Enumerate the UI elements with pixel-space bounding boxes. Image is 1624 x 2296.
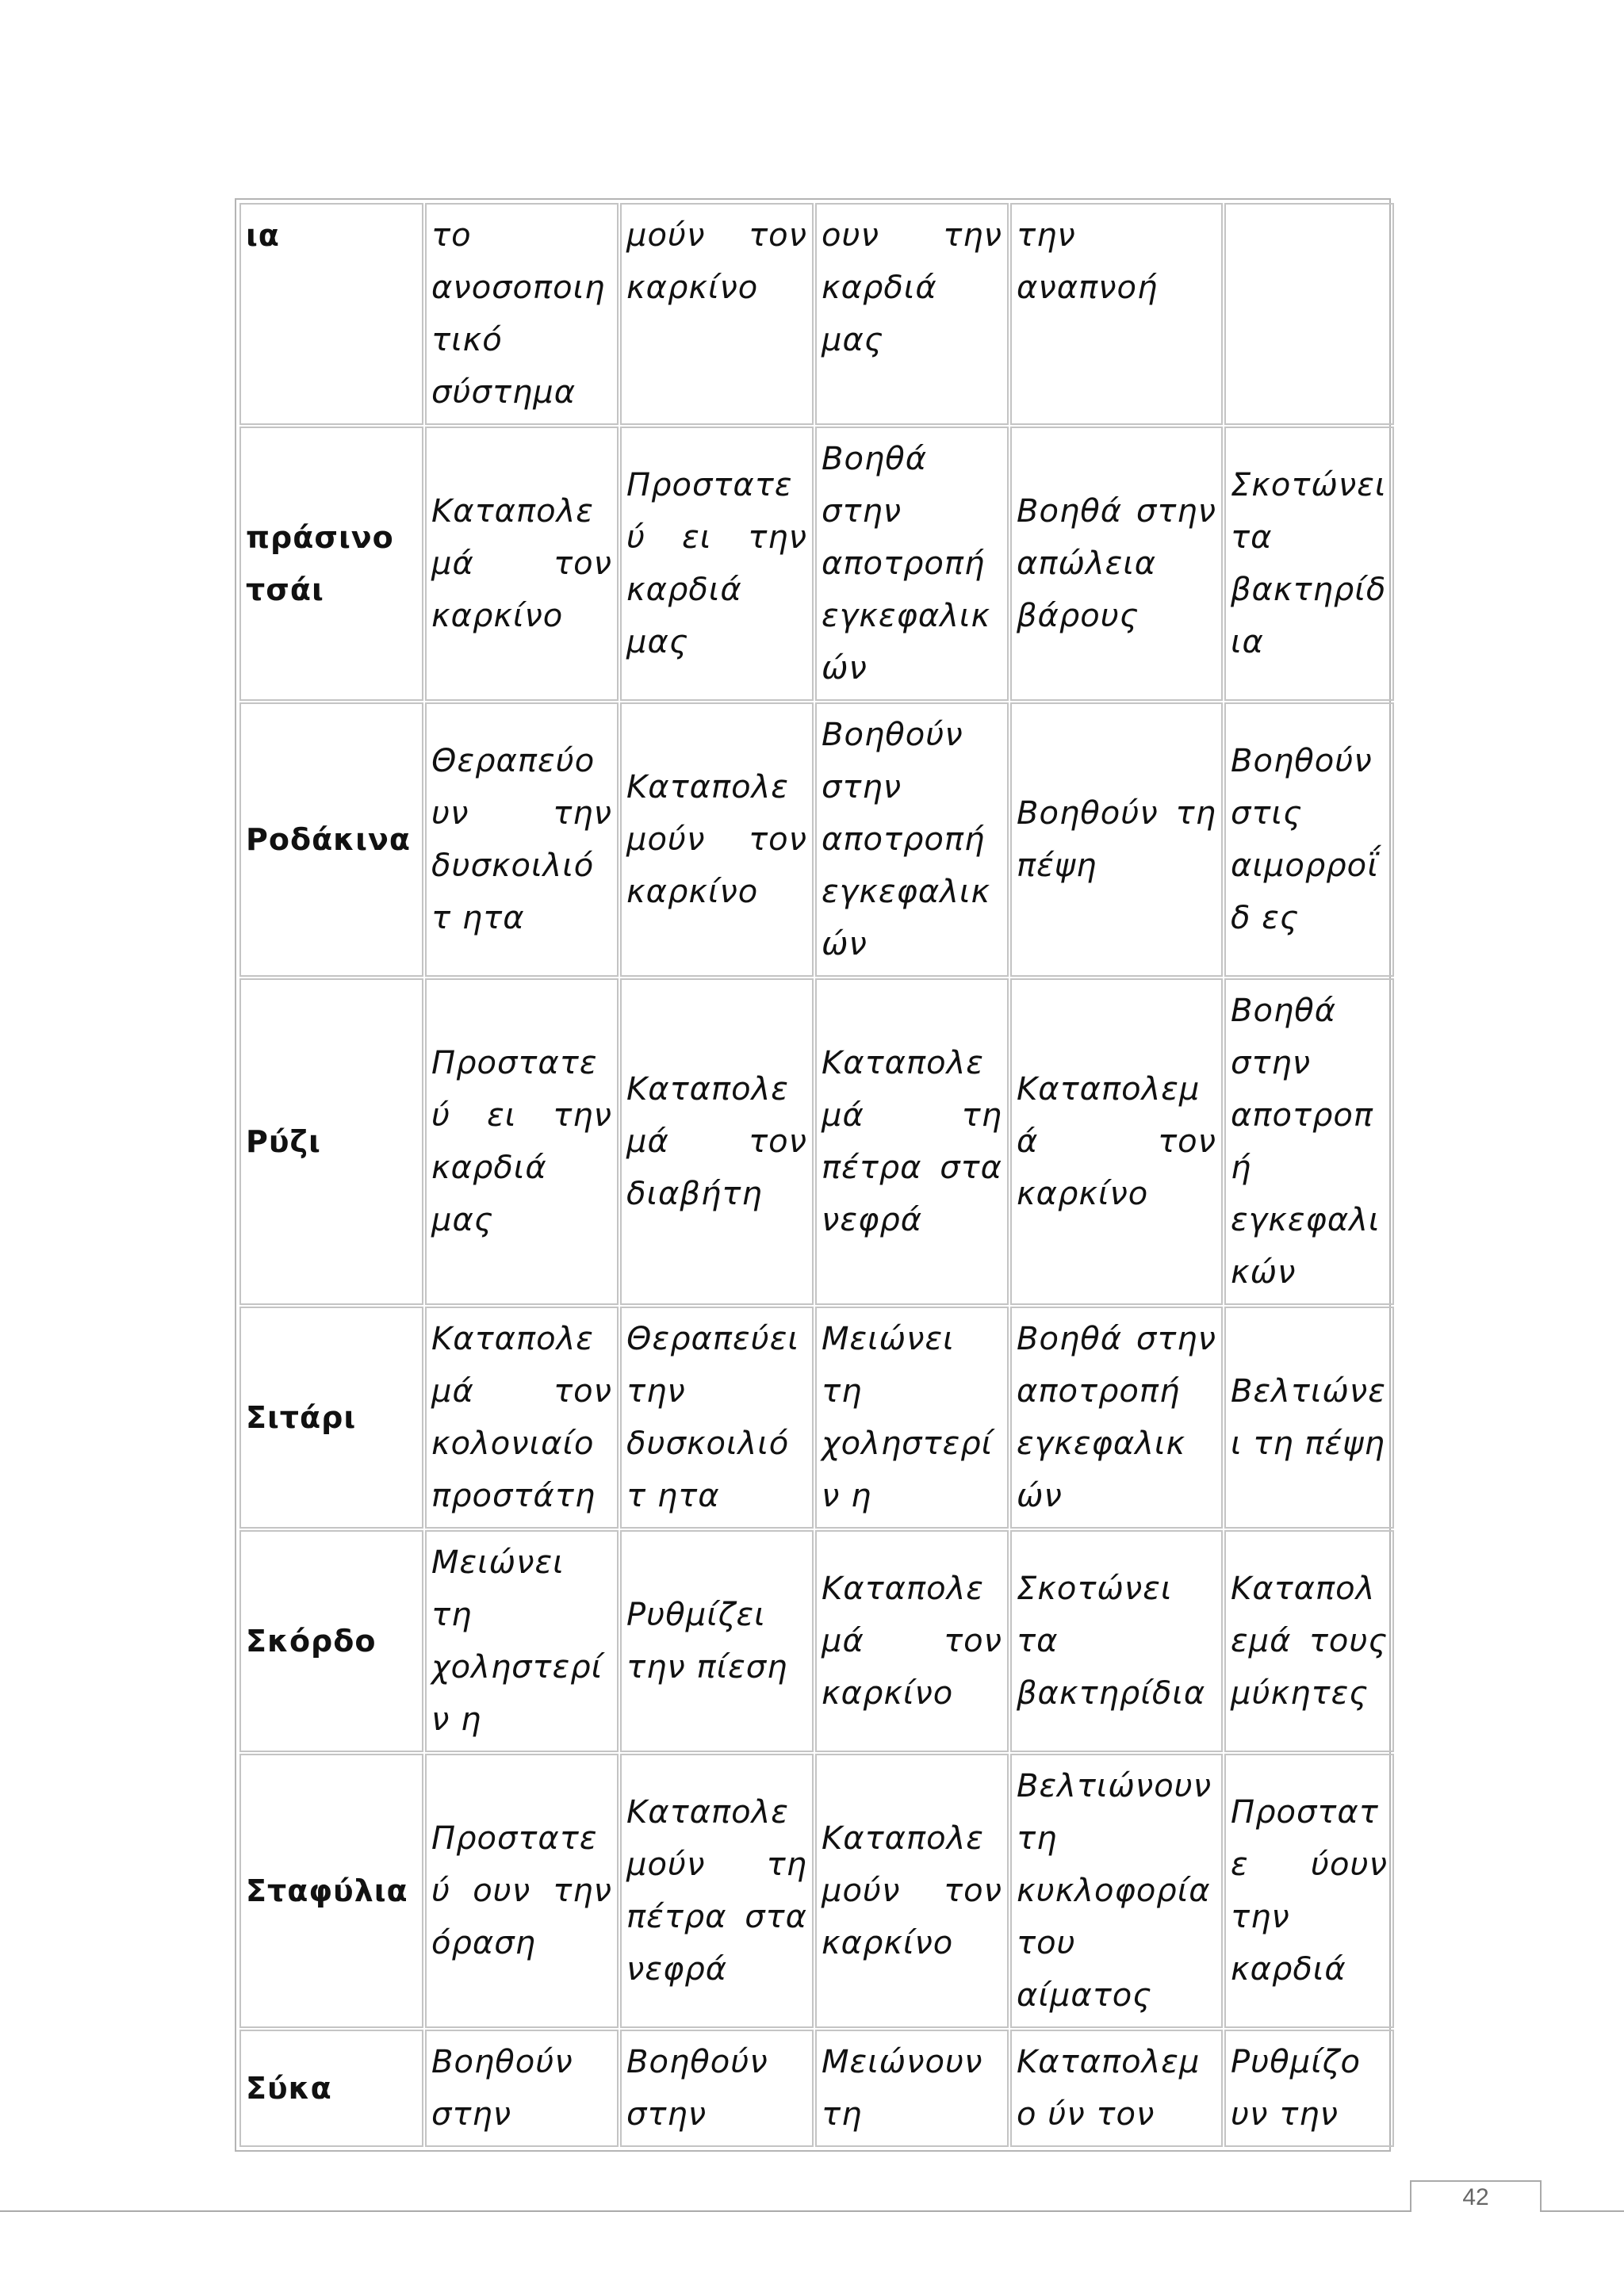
food-name-cell: Σταφύλια — [239, 1754, 423, 2028]
benefit-cell: Σκοτώνει τα βακτηρίδια — [1010, 1530, 1223, 1752]
food-name-cell: Σύκα — [239, 2030, 423, 2147]
page-number: 42 — [1410, 2180, 1542, 2212]
benefit-cell: Βοηθά στην αποτροπ ή εγκεφαλι κών — [1224, 978, 1394, 1305]
table-row — [239, 203, 1394, 425]
benefit-cell: Καταπολ εμά τους μύκητες — [1224, 1530, 1394, 1752]
benefit-cell: Βοηθά στην αποτροπή εγκεφαλικ ών — [815, 427, 1009, 701]
benefit-cell: Μειώνουν τη — [815, 2030, 1009, 2147]
benefit-cell: Προστατεύ ει την καρδιά μας — [425, 978, 619, 1305]
benefit-cell: Καταπολε μούν τη πέτρα στα νεφρά — [620, 1754, 814, 2028]
benefit-cell: Βοηθούν στις αιμορροΐδ ες — [1224, 702, 1394, 977]
benefit-cell: Βοηθούν στην — [425, 2030, 619, 2147]
benefit-cell: Βοηθούν στην αποτροπή εγκεφαλικ ών — [815, 702, 1009, 977]
food-name-cell: Σιτάρι — [239, 1307, 423, 1529]
benefit-cell: την αναπνοή — [1010, 203, 1223, 425]
table-row — [239, 1530, 1394, 1752]
benefit-cell: Βοηθούν στην — [620, 2030, 814, 2147]
benefit-cell: μούν τον καρκίνο — [620, 203, 814, 425]
benefit-cell: Σκοτώνει τα βακτηρίδ ια — [1224, 427, 1394, 701]
table-row — [239, 1754, 1394, 2028]
food-name-cell: Ρύζι — [239, 978, 423, 1305]
food-name-cell: ια — [239, 203, 423, 425]
benefit-cell: Καταπολε μά τον διαβήτη — [620, 978, 814, 1305]
benefit-cell: Βοηθά στην απώλεια βάρους — [1010, 427, 1223, 701]
food-name-cell: Ροδάκινα — [239, 702, 423, 977]
foods-benefits-table — [238, 201, 1396, 2149]
table-row — [239, 427, 1394, 701]
benefit-cell — [1224, 203, 1394, 425]
benefit-cell: Καταπολε μά τη πέτρα στα νεφρά — [815, 978, 1009, 1305]
benefit-cell: Βελτιώνε ι τη πέψη — [1224, 1307, 1394, 1529]
benefit-cell: Θεραπεύο υν την δυσκοιλιότ ητα — [425, 702, 619, 977]
benefit-cell: Προστατε ύουν την καρδιά — [1224, 1754, 1394, 2028]
benefit-cell: Καταπολεμο ύν τον — [1010, 2030, 1223, 2147]
table-row — [239, 978, 1394, 1305]
food-name-cell: Σκόρδο — [239, 1530, 423, 1752]
benefit-cell: Καταπολε μά τον καρκίνο — [425, 427, 619, 701]
benefit-cell: Καταπολε μούν τον καρκίνο — [815, 1754, 1009, 2028]
benefit-cell: Προστατεύ ουν την όραση — [425, 1754, 619, 2028]
benefit-cell: ουν την καρδιά μας — [815, 203, 1009, 425]
benefit-cell: Μειώνει τη χοληστερίν η — [815, 1307, 1009, 1529]
table-row — [239, 2030, 1394, 2147]
benefit-cell: Μειώνει τη χοληστερίν η — [425, 1530, 619, 1752]
foods-table — [235, 198, 1391, 2152]
benefit-cell: Ρυθμίζο υν την — [1224, 2030, 1394, 2147]
benefit-cell: Καταπολε μά τον κολονιαίο προστάτη — [425, 1307, 619, 1529]
table-row — [239, 702, 1394, 977]
benefit-cell: Καταπολε μούν τον καρκίνο — [620, 702, 814, 977]
benefit-cell: το ανοσοποιη τικό σύστημα — [425, 203, 619, 425]
benefit-cell: Καταπολεμ ά τον καρκίνο — [1010, 978, 1223, 1305]
table-row — [239, 1307, 1394, 1529]
benefit-cell: Καταπολε μά τον καρκίνο — [815, 1530, 1009, 1752]
footer-divider — [0, 2210, 1624, 2212]
food-name-cell: πράσινο τσάι — [239, 427, 423, 701]
benefit-cell: Βοηθούν τη πέψη — [1010, 702, 1223, 977]
benefit-cell: Προστατεύ ει την καρδιά μας — [620, 427, 814, 701]
benefit-cell: Βοηθά στην αποτροπή εγκεφαλικ ών — [1010, 1307, 1223, 1529]
benefit-cell: Θεραπεύει την δυσκοιλιότ ητα — [620, 1307, 814, 1529]
benefit-cell: Βελτιώνουν τη κυκλοφορία του αίματος — [1010, 1754, 1223, 2028]
benefit-cell: Ρυθμίζει την πίεση — [620, 1530, 814, 1752]
